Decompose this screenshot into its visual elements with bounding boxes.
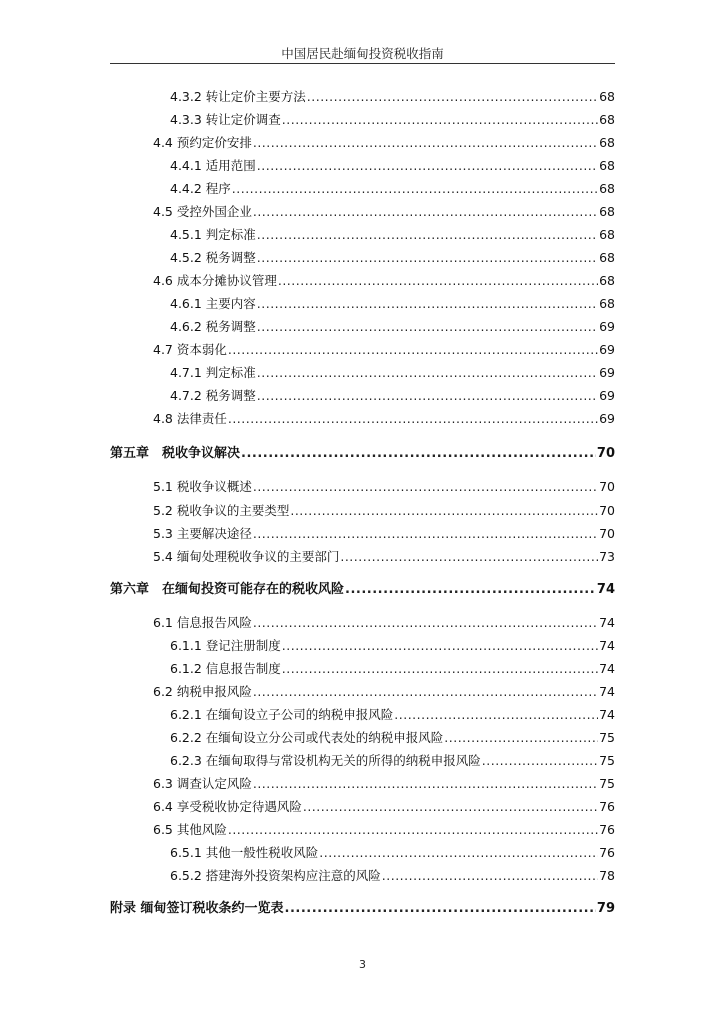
toc-entry[interactable] — [170, 249, 615, 267]
toc-entry[interactable] — [170, 295, 615, 313]
toc-entry-label: 4.5 受控外国企业 — [153, 204, 252, 219]
toc-entry-page: 70 — [599, 503, 615, 518]
toc-entry[interactable] — [153, 272, 615, 290]
toc-entry-label: 6.2.3 在缅甸取得与常设机构无关的所得的纳税申报风险 — [170, 753, 481, 768]
toc-entry-page: 68 — [599, 296, 615, 311]
toc-dot-leader — [257, 364, 598, 382]
toc-dot-leader — [482, 752, 598, 770]
toc-entry-page: 74 — [599, 661, 615, 676]
toc-entry-label: 5.4 缅甸处理税收争议的主要部门 — [153, 549, 340, 564]
toc-entry-label: 4.4.2 程序 — [170, 181, 231, 196]
toc-entry-page: 76 — [599, 845, 615, 860]
toc-entry-label: 5.1 税收争议概述 — [153, 479, 252, 494]
toc-dot-leader — [257, 226, 598, 244]
toc-entry[interactable] — [153, 614, 615, 632]
toc-entry-page: 68 — [599, 204, 615, 219]
toc-dot-leader — [303, 798, 598, 816]
toc-entry-page: 79 — [596, 901, 615, 916]
toc-entry[interactable] — [170, 364, 615, 382]
toc-entry-page: 78 — [599, 868, 615, 883]
toc-dot-leader — [345, 581, 596, 599]
toc-dot-leader — [340, 548, 598, 566]
toc-entry-page: 75 — [599, 776, 615, 791]
toc-entry-label: 6.5.2 搭建海外投资架构应注意的风险 — [170, 868, 381, 883]
toc-entry-page: 75 — [599, 753, 615, 768]
toc-entry-label: 4.6.2 税务调整 — [170, 319, 256, 334]
toc-entry-label: 5.3 主要解决途径 — [153, 526, 252, 541]
toc-entry-label: 4.7.1 判定标准 — [170, 365, 256, 380]
toc-entry-label: 附录 缅甸签订税收条约一览表 — [110, 901, 284, 916]
toc-entry-label: 4.6.1 主要内容 — [170, 296, 256, 311]
toc-entry-label: 4.8 法律责任 — [153, 411, 227, 426]
toc-dot-leader — [282, 660, 598, 678]
toc-dot-leader — [257, 157, 598, 175]
toc-entry-page: 70 — [599, 479, 615, 494]
toc-entry[interactable] — [153, 798, 615, 816]
toc-dot-leader — [278, 272, 598, 290]
toc-dot-leader — [232, 180, 598, 198]
toc-entry[interactable] — [110, 445, 615, 463]
toc-entry[interactable] — [170, 867, 615, 885]
toc-dot-leader — [257, 249, 598, 267]
toc-dot-leader — [228, 821, 598, 839]
toc-entry-label: 4.3.3 转让定价调查 — [170, 112, 281, 127]
toc-entry-label: 6.3 调查认定风险 — [153, 776, 252, 791]
toc-entry-page: 74 — [599, 707, 615, 722]
toc-entry-page: 68 — [599, 181, 615, 196]
toc-dot-leader — [394, 706, 598, 724]
toc-entry-label: 4.5.1 判定标准 — [170, 227, 256, 242]
toc-dot-leader — [253, 134, 598, 152]
toc-entry-label: 6.1.2 信息报告制度 — [170, 661, 281, 676]
toc-entry-label: 6.5 其他风险 — [153, 822, 227, 837]
toc-entry-page: 74 — [599, 684, 615, 699]
toc-dot-leader — [290, 502, 598, 520]
toc-entry[interactable] — [110, 581, 615, 599]
toc-entry-page: 75 — [599, 730, 615, 745]
toc-entry[interactable] — [170, 729, 615, 747]
toc-entry-page: 68 — [599, 112, 615, 127]
toc-entry[interactable] — [153, 683, 615, 701]
toc-entry[interactable] — [153, 203, 615, 221]
toc-entry-page: 74 — [599, 638, 615, 653]
toc-dot-leader — [253, 478, 598, 496]
toc-entry-label: 4.4.1 适用范围 — [170, 158, 256, 173]
toc-entry[interactable] — [153, 478, 615, 496]
toc-entry-page: 70 — [599, 526, 615, 541]
toc-entry-page: 68 — [599, 273, 615, 288]
toc-entry-label: 4.7 资本弱化 — [153, 342, 227, 357]
toc-dot-leader — [253, 775, 598, 793]
toc-entry-page: 70 — [596, 446, 615, 461]
header-rule — [110, 63, 615, 64]
toc-dot-leader — [228, 341, 598, 359]
toc-dot-leader — [253, 525, 598, 543]
toc-dot-leader — [241, 445, 596, 463]
toc-entry[interactable] — [110, 900, 615, 918]
toc-entry-page: 68 — [599, 135, 615, 150]
toc-dot-leader — [444, 729, 598, 747]
toc-entry[interactable] — [153, 525, 615, 543]
toc-dot-leader — [257, 387, 598, 405]
toc-entry[interactable] — [153, 548, 615, 566]
toc-entry-label: 6.5.1 其他一般性税收风险 — [170, 845, 319, 860]
toc-dot-leader — [319, 844, 598, 862]
toc-entry-label: 4.7.2 税务调整 — [170, 388, 256, 403]
toc-entry-page: 69 — [599, 342, 615, 357]
toc-entry[interactable] — [170, 180, 615, 198]
toc-dot-leader — [257, 295, 598, 313]
toc-entry-page: 68 — [599, 227, 615, 242]
toc-entry-label: 5.2 税收争议的主要类型 — [153, 503, 290, 518]
toc-dot-leader — [282, 637, 598, 655]
toc-entry-page: 74 — [596, 582, 615, 597]
running-header: 中国居民赴缅甸投资税收指南 — [281, 46, 444, 61]
toc-dot-leader — [253, 203, 598, 221]
toc-entry[interactable] — [153, 775, 615, 793]
toc-entry[interactable] — [170, 226, 615, 244]
toc-dot-leader — [382, 867, 598, 885]
toc-dot-leader — [253, 614, 598, 632]
toc-entry-label: 4.4 预约定价安排 — [153, 135, 252, 150]
toc-entry-page: 69 — [599, 365, 615, 380]
toc-entry-label: 6.2.1 在缅甸设立子公司的纳税申报风险 — [170, 707, 394, 722]
toc-entry-label: 6.4 享受税收协定待遇风险 — [153, 799, 302, 814]
toc-entry-label: 第六章 在缅甸投资可能存在的税收风险 — [110, 582, 345, 597]
toc-entry[interactable] — [153, 134, 615, 152]
toc-entry-label: 6.1 信息报告风险 — [153, 615, 252, 630]
toc-dot-leader — [228, 410, 598, 428]
toc-dot-leader — [253, 683, 598, 701]
toc-entry-page: 68 — [599, 250, 615, 265]
toc-entry[interactable] — [170, 706, 615, 724]
toc-entry[interactable] — [153, 502, 615, 520]
toc-dot-leader — [282, 111, 598, 129]
toc-entry-page: 68 — [599, 89, 615, 104]
toc-entry[interactable] — [170, 157, 615, 175]
toc-entry-page: 74 — [599, 615, 615, 630]
toc-entry-page: 76 — [599, 799, 615, 814]
toc-entry-page: 69 — [599, 411, 615, 426]
toc-entry[interactable] — [153, 410, 615, 428]
toc-entry-page: 69 — [599, 388, 615, 403]
toc-entry[interactable] — [170, 752, 615, 770]
toc-entry-page: 76 — [599, 822, 615, 837]
toc-entry[interactable] — [170, 387, 615, 405]
page-number: 3 — [359, 958, 366, 971]
toc-entry-page: 69 — [599, 319, 615, 334]
toc-entry-label: 6.1.1 登记注册制度 — [170, 638, 281, 653]
toc-entry-label: 第五章 税收争议解决 — [110, 446, 241, 461]
toc-entry-page: 73 — [599, 549, 615, 564]
toc-entry[interactable] — [170, 660, 615, 678]
toc-entry-label: 4.3.2 转让定价主要方法 — [170, 89, 306, 104]
toc-entry[interactable] — [170, 844, 615, 862]
toc-entry-label: 6.2.2 在缅甸设立分公司或代表处的纳税申报风险 — [170, 730, 444, 745]
toc-entry-label: 6.2 纳税申报风险 — [153, 684, 252, 699]
toc-dot-leader — [257, 318, 598, 336]
toc-entry[interactable] — [170, 637, 615, 655]
toc-entry-label: 4.6 成本分摊协议管理 — [153, 273, 277, 288]
toc-dot-leader — [307, 88, 598, 106]
toc-entry[interactable] — [170, 88, 615, 106]
toc-entry[interactable] — [153, 341, 615, 359]
toc-entry[interactable] — [170, 318, 615, 336]
toc-dot-leader — [285, 900, 596, 918]
toc-entry-page: 68 — [599, 158, 615, 173]
toc-entry[interactable] — [153, 821, 615, 839]
toc-entry[interactable] — [170, 111, 615, 129]
toc-entry-label: 4.5.2 税务调整 — [170, 250, 256, 265]
